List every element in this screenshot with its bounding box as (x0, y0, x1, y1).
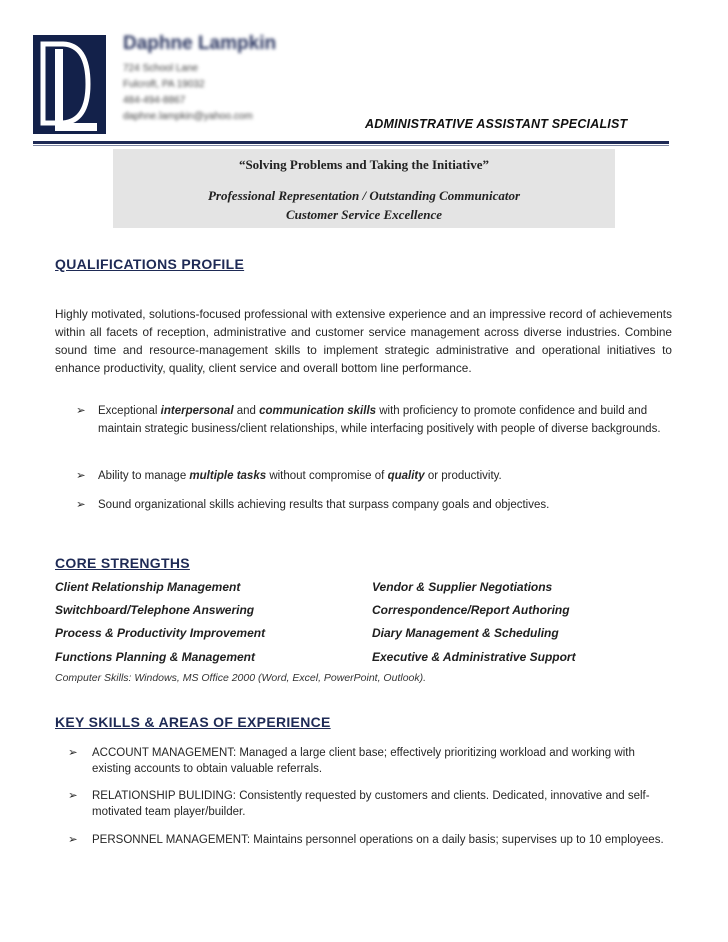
phone-number: 484-494-8867 (123, 95, 186, 106)
arrow-bullet-icon: ➢ (68, 747, 78, 759)
qualifications-summary: Highly motivated, solutions-focused professional with extensive experience and an impressive record of achievements within all facets of reception, administrative and customer service management across diverse industries. Combine sound time and resource-management skills to implement strategic administrative and operational initiatives to enhance productivity, quality, client service and overall bottom line performance. (55, 307, 672, 375)
emphasis-quality: quality (387, 470, 425, 482)
email-address: daphne.lampkin@yahoo.com (123, 111, 253, 122)
strength-left-4: Functions Planning & Management (55, 650, 256, 664)
contact-block (123, 33, 276, 125)
strength-right-2: Correspondence/Report Authoring (372, 603, 570, 617)
candidate-name: Daphne Lampkin (123, 33, 277, 54)
tagline-line-1: Professional Representation / Outstanding Communicator (207, 188, 521, 203)
strength-left-2: Switchboard/Telephone Answering (55, 603, 255, 617)
emphasis-multiple-tasks: multiple tasks (189, 470, 267, 482)
strength-right-4: Executive & Administrative Support (372, 650, 576, 664)
header-divider-thin (33, 145, 669, 146)
arrow-bullet-icon: ➢ (76, 470, 86, 482)
computer-skills: Computer Skills: Windows, MS Office 2000 (Word, Excel, PowerPoint, Outlook). (55, 672, 427, 684)
qualifications-heading: QUALIFICATIONS PROFILE (55, 256, 245, 272)
job-title: ADMINISTRATIVE ASSISTANT SPECIALIST (365, 117, 628, 131)
emphasis-communication: communication skills (259, 405, 377, 417)
arrow-bullet-icon: ➢ (76, 499, 86, 511)
arrow-bullet-icon: ➢ (76, 405, 86, 417)
header-divider (33, 141, 669, 144)
strength-left-1: Client Relationship Management (55, 580, 241, 594)
emphasis-interpersonal: interpersonal (160, 405, 234, 417)
arrow-bullet-icon: ➢ (68, 834, 78, 846)
arrow-bullet-icon: ➢ (68, 790, 78, 802)
tagline-line-2: Customer Service Excellence (286, 207, 442, 222)
tagline-box (113, 149, 615, 228)
core-strengths-heading: CORE STRENGTHS (55, 555, 190, 571)
strength-left-3: Process & Productivity Improvement (55, 626, 266, 640)
strength-right-3: Diary Management & Scheduling (372, 626, 559, 640)
monogram-logo (33, 35, 106, 134)
monogram-logo-graphic (33, 35, 106, 134)
strength-right-1: Vendor & Supplier Negotiations (372, 580, 553, 594)
key-skills-heading: KEY SKILLS & AREAS OF EXPERIENCE (55, 714, 331, 730)
address-line-2: Fulcroft, PA 19032 (123, 79, 205, 90)
tagline-quote: “Solving Problems and Taking the Initiative” (238, 157, 490, 172)
address-line-1: 724 School Lane (123, 63, 199, 74)
